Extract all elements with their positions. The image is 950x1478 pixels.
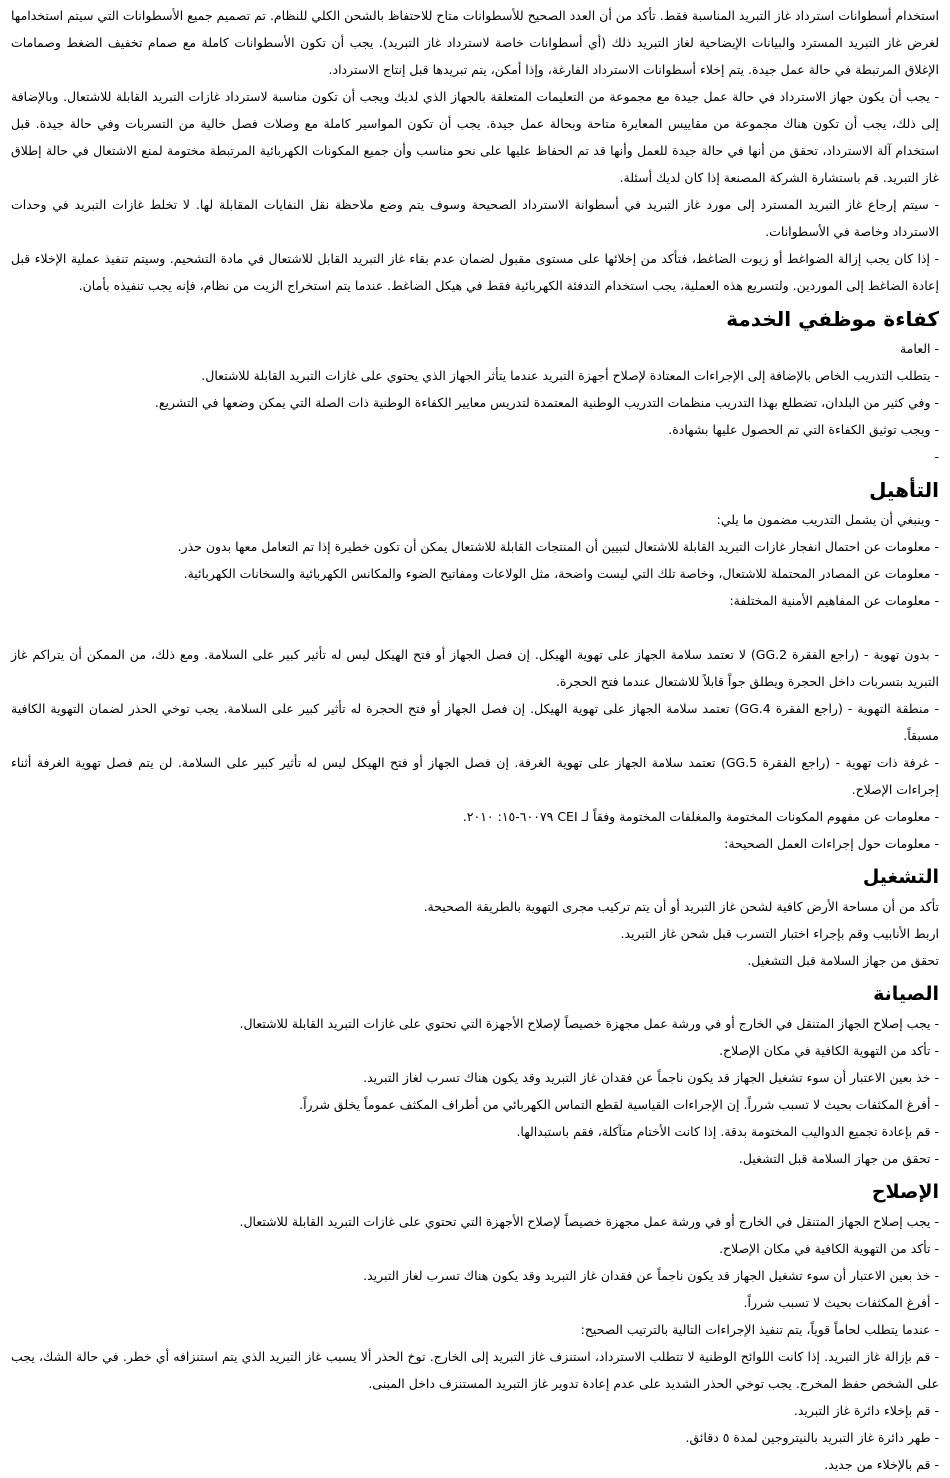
list-item: - غرفة ذات تهوية - (راجع الفقرة GG.5) تعتمد سلامة الجهاز على تهوية الغرفة. إن فصل الجهاز أو فتح الهيكل ليس له تأثير كبير على السلامة. لن يتم فصل تهوية الغرفة أثناء إجراءات الإصلاح. bbox=[11, 755, 939, 797]
list-item: - معلومات حول إجراءات العمل الصحيحة: bbox=[724, 836, 939, 851]
list-item: - خذ بعين الاعتبار أن سوء تشغيل الجهاز قد يكون ناجماً عن فقدان غاز التبريد وقد يكون هناك تسرب لغاز التبريد. bbox=[363, 1070, 939, 1085]
section-heading-maintenance: الصيانة bbox=[873, 983, 939, 1005]
intro-paragraph: - يجب أن يكون جهاز الاسترداد في حالة عمل جيدة مع مجموعة من التعليمات المتعلقة بالجهاز الذي لديك ويجب أن تكون مناسبة لاسترداد غازات التبريد القابلة للاشتعال. وبالإضافة إلى ذلك، يجب أن تكون هناك مجموعة من مقاييس المعايرة متاحة وبحالة عمل جيدة. يجب أن تكون المواسير كاملة مع وصلات فصل خالية من التسربات وفي حالة جيدة. قبل استخدام آلة الاسترداد، تحقق من أنها في حالة جيدة للعمل وأنها قد تم الحفاظ عليها على نحو مناسب وأن جميع المكونات الكهربائية المرتبطة مختومة لمنع الاشتعال في حالة إطلاق غاز التبريد. قم باستشارة الشركة المصنعة إذا كان لديك أسئلة. bbox=[11, 89, 939, 185]
list-item: - قم بإزالة غاز التبريد. إذا كانت اللوائح الوطنية لا تتطلب الاسترداد، استنزف غاز التبريد إلى الخارج. توخ الحذر ألا يسبب غاز التبريد الذي يتم استنزافه أي خطر. في حالة الشك، يجب على الشخص حفظ المخرج. يجب توخي الحذر الشديد على عدم إعادة تدوير غاز التبريد المستنزف داخل المبنى. bbox=[11, 1349, 939, 1391]
list-item: - وينبغي أن يشمل التدريب مضمون ما يلي: bbox=[716, 512, 939, 527]
intro-section bbox=[11, 2, 939, 299]
list-item: - معلومات عن احتمال انفجار غازات التبريد القابلة للاشتعال لتبيين أن المنتجات القابلة للاشتعال يمكن أن تكون خطيرة إذا تم التعامل معها بدون حذر. bbox=[177, 539, 939, 554]
list-item: - العامة bbox=[899, 341, 939, 356]
competence-section bbox=[11, 303, 939, 470]
list-item: اربط الأنابيب وقم بإجراء اختبار التسرب قبل شحن غاز التبريد. bbox=[620, 926, 939, 941]
list-item: - وفي كثير من البلدان، تضطلع بهذا التدريب منظمات التدريب الوطنية المعتمدة لتدريس معايير الكفاءة الوطنية ذات الصلة التي يمكن وضعها في التشريع. bbox=[154, 395, 939, 410]
list-item: - يتطلب التدريب الخاص بالإضافة إلى الإجراءات المعتادة لإصلاح أجهزة التبريد عندما يتأثر الجهاز الذي يحتوي على غازات التبريد القابلة للاشتعال. bbox=[201, 368, 939, 383]
maintenance-section bbox=[11, 978, 939, 1172]
intro-paragraph: - إذا كان يجب إزالة الضواغط أو زيوت الضاغط، فتأكد من إخلائها على مستوى مقبول لضمان عدم بقاء غاز التبريد القابل للاشتعال في مادة التشحيم. وسيتم تنفيذ عملية الإخلاء قبل إعادة الضاغط إلى الموردين. ولتسريع هذه العملية، يجب استخدام التدفئة الكهربائية فقط في هيكل الضاغط. عندما يتم استخراج الزيت من نظام، فإنه يجب تنفيذه بأمان. bbox=[11, 251, 939, 293]
list-item: - قم بالإخلاء من جديد. bbox=[824, 1457, 939, 1472]
list-item: - معلومات عن المفاهيم الأمنية المختلفة: bbox=[729, 593, 939, 608]
qualification-section bbox=[11, 474, 939, 857]
list-item: - معلومات عن المصادر المحتملة للاشتعال، وخاصة تلك التي ليست واضحة، مثل الولاعات ومفاتيح الضوء والمكانس الكهربائية والسخانات الكهربائية. bbox=[183, 566, 939, 581]
section-heading-competence: كفاءة موظفي الخدمة bbox=[726, 307, 939, 331]
list-item: - ويجب توثيق الكفاءة التي تم الحصول عليها بشهادة. bbox=[668, 422, 939, 437]
list-item: - قم بإخلاء دائرة غاز التبريد. bbox=[793, 1403, 939, 1418]
intro-paragraph: - سيتم إرجاع غاز التبريد المسترد إلى مورد غاز التبريد في أسطوانة الاسترداد الصحيحة وسوف يتم وضع ملاحظة نقل النفايات المقابلة لها. لا تخلط غازات التبريد في وحدات الاسترداد وخاصة في الأسطوانات. bbox=[11, 197, 939, 239]
list-item: - يجب إصلاح الجهاز المتنقل في الخارج أو في ورشة عمل مجهزة خصيصاً لإصلاح الأجهزة التي تحتوي على غازات التبريد القابلة للاشتعال. bbox=[239, 1016, 939, 1031]
list-item: - منطقة التهوية - (راجع الفقرة GG.4) تعتمد سلامة الجهاز على تهوية الهيكل. إن فصل الجهاز أو فتح الحجرة له تأثير كبير على السلامة. يجب توخي الحذر لضمان التهوية الكافية مسبقاً. bbox=[11, 701, 940, 743]
list-item: - أفرغ المكثفات بحيث لا تسبب شرراً. إن الإجراءات القياسية لقطع التماس الكهربائي من أطراف المكثف عموماً يخلق شرراً. bbox=[299, 1097, 939, 1112]
section-heading-operation: التشغيل bbox=[862, 866, 939, 888]
list-item: - خذ بعين الاعتبار أن سوء تشغيل الجهاز قد يكون ناجماً عن فقدان غاز التبريد وقد يكون هناك تسرب لغاز التبريد. bbox=[363, 1268, 939, 1283]
list-item: - تحقق من جهاز السلامة قبل التشغيل. bbox=[738, 1151, 939, 1166]
intro-paragraph: استخدام أسطوانات استرداد غاز التبريد المناسبة فقط. تأكد من أن العدد الصحيح للأسطوانات متاح للاحتفاظ بالشحن الكلي للنظام. تم تصميم جميع الأسطوانات التي سيتم استخدامها لغرض غاز التبريد المسترد والبيانات الإيضاحية لغاز التبريد ذلك (أي أسطوانات خاصة لاسترداد غاز التبريد). يجب أن تكون الأسطوانات كاملة مع صمام تخفيف الضغط وصمامات الإغلاق المرتبطة في حالة عمل جيدة. يتم إخلاء أسطوانات الاسترداد الفارغة، وإذا أمكن، يتم تبريدها قبل إنتاج الاسترداد. bbox=[11, 8, 939, 77]
list-item: - قم بإعادة تجميع الدواليب المختومة بدقة. إذا كانت الأختام متآكلة، فقم باستبدالها. bbox=[516, 1124, 939, 1139]
list-item: تحقق من جهاز السلامة قبل التشغيل. bbox=[747, 953, 939, 968]
list-item: - تأكد من التهوية الكافية في مكان الإصلاح. bbox=[719, 1043, 939, 1058]
list-item: تأكد من أن مساحة الأرض كافية لشحن غاز التبريد أو أن يتم تركيب مجرى التهوية بالطريقة الصحيحة. bbox=[423, 899, 939, 914]
section-heading-repair: الإصلاح bbox=[871, 1181, 939, 1203]
list-item: - تأكد من التهوية الكافية في مكان الإصلاح. bbox=[719, 1241, 939, 1256]
blank-line bbox=[11, 614, 939, 641]
list-item: - بدون تهوية - (راجع الفقرة GG.2) لا تعتمد سلامة الجهاز على تهوية الهيكل. إن فصل الجهاز أو فتح الهيكل ليس له تأثير كبير على السلامة. ومع ذلك، من الممكن أن يتراكم غاز التبريد بتسربات داخل الحجرة ويطلق جواً قابلاً للاشتعال عندما فتح الحجرة. bbox=[11, 647, 939, 689]
operation-section bbox=[11, 861, 939, 974]
repair-section bbox=[11, 1176, 939, 1478]
list-item: - أفرغ المكثفات بحيث لا تسبب شرراً. bbox=[743, 1295, 939, 1310]
list-item: - طهر دائرة غاز التبريد بالنيتروجين لمدة ٥ دقائق. bbox=[685, 1430, 939, 1445]
section-heading-qualification: التأهيل bbox=[869, 478, 939, 502]
list-item: - bbox=[934, 449, 939, 464]
list-item: - عندما يتطلب لحاماً قوياً، يتم تنفيذ الإجراءات التالية بالترتيب الصحيح: bbox=[580, 1322, 939, 1337]
list-item: - معلومات عن مفهوم المكونات المختومة والمغلفات المختومة وفقاً لـ CEI ٦٠٠٧٩-١٥: ٢٠١٠. bbox=[462, 809, 939, 824]
list-item: - يجب إصلاح الجهاز المتنقل في الخارج أو في ورشة عمل مجهزة خصيصاً لإصلاح الأجهزة التي تحتوي على غازات التبريد القابلة للاشتعال. bbox=[239, 1214, 939, 1229]
